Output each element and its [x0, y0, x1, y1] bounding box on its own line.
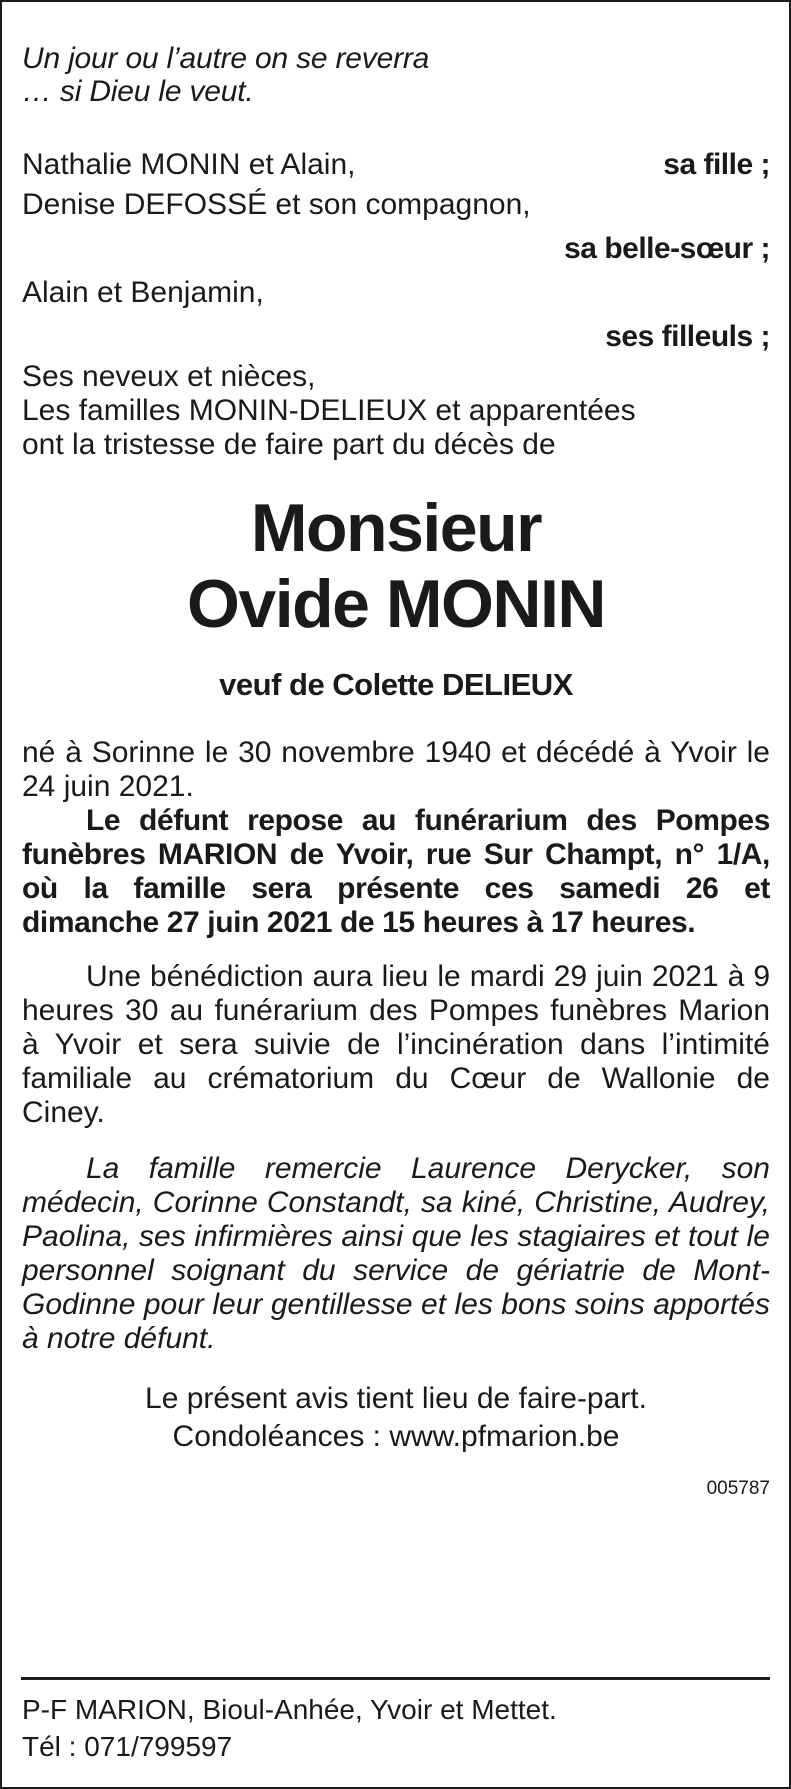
deceased-title: Monsieur	[250, 490, 542, 566]
daughter-name: Nathalie MONIN et Alain,	[22, 148, 356, 181]
epigraph-line-1: Un jour ou l’autre on se reverra	[22, 42, 430, 75]
godchildren-name: Alain et Benjamin,	[22, 276, 264, 309]
notice-block	[22, 1380, 770, 1456]
epigraph-line-2: … si Dieu le veut.	[22, 75, 254, 108]
funeral-home-footer	[22, 1691, 557, 1765]
funeral-home-name: P-F MARION, Bioul-Anhée, Yvoir et Mettet.	[22, 1694, 557, 1725]
deceased-name-block	[22, 490, 770, 642]
family-intro	[22, 360, 770, 462]
thanks-paragraph: La famille remercie Laurence Derycker, son médecin, Corinne Constandt, sa kiné, Christine, Audrey, Paolina, ses infirmières ainsi que les stagiaires et tout le personnel soignant du service de gériatrie de Mont-Godinne pour leur gentillesse et les bons soins apportés à notre défunt.	[22, 1152, 770, 1355]
sister-in-law-role: sa belle-sœur ;	[564, 232, 770, 265]
blessing-paragraph: Une bénédiction aura lieu le mardi 29 juin 2021 à 9 heures 30 au funérarium des Pompes funèbres Marion à Yvoir et sera suivie de l’incinération dans l’intimité familiale au crématorium du Cœur de Wallonie de Ciney.	[22, 960, 770, 1129]
notice-line-2: Condoléances : www.pfmarion.be	[172, 1420, 620, 1453]
widower-of: veuf de Colette DELIEUX	[219, 667, 573, 702]
birth-death-paragraph: né à Sorinne le 30 novembre 1940 et décédé à Yvoir le 24 juin 2021.	[22, 736, 770, 803]
notice-line-1: Le présent avis tient lieu de faire-part.	[145, 1382, 647, 1415]
family-daughter	[22, 148, 770, 182]
deceased-name: Ovide MONIN	[187, 566, 605, 642]
announce-line: ont la tristesse de faire part du décès de	[22, 428, 556, 461]
footer-divider	[21, 1677, 770, 1680]
nephews-line: Ses neveux et nièces,	[22, 360, 316, 393]
families-line: Les familles MONIN-DELIEUX et apparentées	[22, 394, 636, 427]
sister-in-law-name: Denise DEFOSSÉ et son compagnon,	[22, 188, 531, 221]
godchildren-role: ses filleuls ;	[605, 320, 770, 353]
reference-number: 005787	[706, 1478, 770, 1499]
daughter-role: sa fille ;	[663, 148, 770, 181]
funeral-home-phone: Tél : 071/799597	[22, 1731, 233, 1762]
notice-content	[22, 42, 770, 1500]
viewing-paragraph: Le défunt repose au funérarium des Pompes funèbres MARION de Yvoir, rue Sur Champt, n° 1/A, où la famille sera présente ces samedi 26 et dimanche 27 juin 2021 de 15 heures à 17 heures.	[22, 804, 770, 939]
epigraph	[22, 42, 770, 108]
